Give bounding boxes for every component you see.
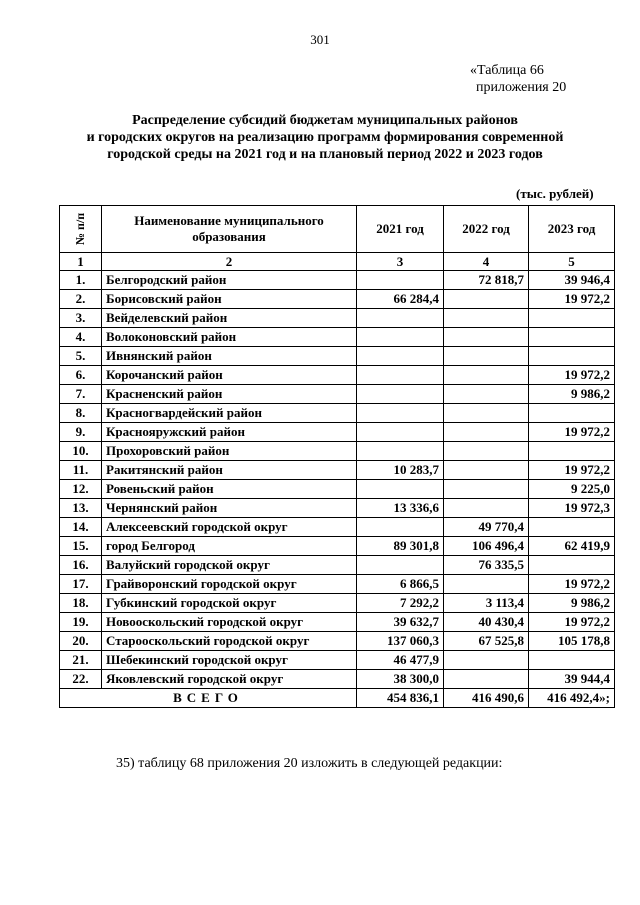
value-2021: [357, 404, 444, 423]
municipality-name: Валуйский городской округ: [102, 556, 357, 575]
table-row: [60, 442, 615, 461]
value-2022: [444, 347, 529, 366]
value-2023: [529, 347, 615, 366]
row-number: 14.: [60, 518, 102, 537]
value-2023: 105 178,8: [529, 632, 615, 651]
value-2021: 46 477,9: [357, 651, 444, 670]
municipality-name: Губкинский городской округ: [102, 594, 357, 613]
value-2022: 67 525,8: [444, 632, 529, 651]
table-row: [60, 594, 615, 613]
value-2023: 19 972,2: [529, 461, 615, 480]
table-row: [60, 461, 615, 480]
municipality-name: Яковлевский городской округ: [102, 670, 357, 689]
header-2021: 2021 год: [357, 206, 444, 253]
header-2023: 2023 год: [529, 206, 615, 253]
value-2023: [529, 442, 615, 461]
municipality-name: Прохоровский район: [102, 442, 357, 461]
table-row: [60, 290, 615, 309]
title-line2: и городских округов на реализацию программ формирования современной: [86, 130, 564, 145]
municipality-name: Старооскольский городской округ: [102, 632, 357, 651]
row-number: 1.: [60, 271, 102, 290]
table-row: [60, 366, 615, 385]
page-number: 301: [310, 32, 330, 47]
value-2022: 106 496,4: [444, 537, 529, 556]
title-line3: городской среды на 2021 год и на плановый период 2022 и 2023 годов: [107, 147, 543, 162]
table-row: [60, 613, 615, 632]
value-2022: [444, 290, 529, 309]
table-row: [60, 309, 615, 328]
value-2022: [444, 670, 529, 689]
value-2022: [444, 385, 529, 404]
value-2022: [444, 651, 529, 670]
title-line1: Распределение субсидий бюджетам муниципальных районов: [132, 113, 518, 128]
value-2021: [357, 271, 444, 290]
row-number: 21.: [60, 651, 102, 670]
header-row: [60, 206, 615, 253]
value-2021: [357, 518, 444, 537]
value-2022: [444, 404, 529, 423]
value-2021: [357, 480, 444, 499]
value-2021: [357, 442, 444, 461]
header-number: № п/п: [60, 206, 102, 253]
row-number: 16.: [60, 556, 102, 575]
value-2022: [444, 480, 529, 499]
municipality-name: Белгородский район: [102, 271, 357, 290]
value-2023: [529, 651, 615, 670]
subsidy-table: [59, 205, 615, 708]
column-numbers-row: [60, 253, 615, 271]
table-body: [60, 271, 615, 689]
value-2021: 66 284,4: [357, 290, 444, 309]
row-number: 18.: [60, 594, 102, 613]
document-title: [60, 112, 590, 163]
value-2023: [529, 518, 615, 537]
value-2022: [444, 442, 529, 461]
header-2022: 2022 год: [444, 206, 529, 253]
column-number: 4: [444, 253, 529, 271]
table-row: [60, 480, 615, 499]
row-number: 9.: [60, 423, 102, 442]
row-number: 6.: [60, 366, 102, 385]
municipality-name: Борисовский район: [102, 290, 357, 309]
municipality-name: Красненский район: [102, 385, 357, 404]
value-2023: 62 419,9: [529, 537, 615, 556]
row-number: 10.: [60, 442, 102, 461]
row-number: 20.: [60, 632, 102, 651]
total-2021: 454 836,1: [357, 689, 444, 708]
value-2021: 89 301,8: [357, 537, 444, 556]
municipality-name: Красногвардейский район: [102, 404, 357, 423]
municipality-name: Ивнянский район: [102, 347, 357, 366]
value-2021: 10 283,7: [357, 461, 444, 480]
value-2023: 9 986,2: [529, 385, 615, 404]
municipality-name: Вейделевский район: [102, 309, 357, 328]
unit-label: (тыс. рублей): [516, 186, 594, 201]
row-number: 19.: [60, 613, 102, 632]
value-2023: 19 972,2: [529, 613, 615, 632]
value-2023: 19 972,2: [529, 366, 615, 385]
value-2021: [357, 328, 444, 347]
value-2022: [444, 309, 529, 328]
row-number: 2.: [60, 290, 102, 309]
total-row: [60, 689, 615, 708]
table-row: [60, 632, 615, 651]
column-number: 2: [102, 253, 357, 271]
value-2021: 6 866,5: [357, 575, 444, 594]
total-2022: 416 490,6: [444, 689, 529, 708]
table-reference-line1: «Таблица 66: [470, 63, 544, 78]
table-row: [60, 575, 615, 594]
value-2021: [357, 423, 444, 442]
value-2023: 9 986,2: [529, 594, 615, 613]
row-number: 22.: [60, 670, 102, 689]
value-2021: [357, 556, 444, 575]
row-number: 12.: [60, 480, 102, 499]
table-row: [60, 385, 615, 404]
value-2023: [529, 328, 615, 347]
value-2022: [444, 328, 529, 347]
value-2023: [529, 404, 615, 423]
table-row: [60, 499, 615, 518]
total-2023: 416 492,4»;: [529, 689, 615, 708]
table-reference: [470, 62, 566, 96]
value-2023: [529, 309, 615, 328]
value-2021: 39 632,7: [357, 613, 444, 632]
value-2022: 72 818,7: [444, 271, 529, 290]
row-number: 4.: [60, 328, 102, 347]
value-2022: 49 770,4: [444, 518, 529, 537]
municipality-name: Новооскольский городской округ: [102, 613, 357, 632]
value-2023: 39 944,4: [529, 670, 615, 689]
row-number: 7.: [60, 385, 102, 404]
amendment-note: 35) таблицу 68 приложения 20 изложить в следующей редакции:: [116, 756, 503, 771]
table-row: [60, 271, 615, 290]
municipality-name: Чернянский район: [102, 499, 357, 518]
value-2021: [357, 347, 444, 366]
value-2021: [357, 366, 444, 385]
value-2022: 3 113,4: [444, 594, 529, 613]
value-2021: 7 292,2: [357, 594, 444, 613]
municipality-name: Краснояружский район: [102, 423, 357, 442]
value-2021: 13 336,6: [357, 499, 444, 518]
table-row: [60, 537, 615, 556]
table-row: [60, 404, 615, 423]
municipality-name: Волоконовский район: [102, 328, 357, 347]
municipality-name: Корочанский район: [102, 366, 357, 385]
column-number: 3: [357, 253, 444, 271]
value-2021: 38 300,0: [357, 670, 444, 689]
row-number: 15.: [60, 537, 102, 556]
value-2022: [444, 499, 529, 518]
header-name: Наименование муниципального образования: [102, 206, 357, 253]
value-2023: 19 972,3: [529, 499, 615, 518]
table-row: [60, 518, 615, 537]
municipality-name: Алексеевский городской округ: [102, 518, 357, 537]
row-number: 11.: [60, 461, 102, 480]
value-2023: 19 972,2: [529, 423, 615, 442]
value-2022: [444, 575, 529, 594]
table-row: [60, 328, 615, 347]
table-row: [60, 347, 615, 366]
row-number: 5.: [60, 347, 102, 366]
row-number: 3.: [60, 309, 102, 328]
table-row: [60, 670, 615, 689]
row-number: 8.: [60, 404, 102, 423]
value-2021: 137 060,3: [357, 632, 444, 651]
value-2022: [444, 366, 529, 385]
value-2022: 76 335,5: [444, 556, 529, 575]
table-row: [60, 651, 615, 670]
municipality-name: Ракитянский район: [102, 461, 357, 480]
value-2021: [357, 385, 444, 404]
value-2022: [444, 461, 529, 480]
column-number: 5: [529, 253, 615, 271]
row-number: 17.: [60, 575, 102, 594]
value-2023: 39 946,4: [529, 271, 615, 290]
value-2023: 19 972,2: [529, 575, 615, 594]
municipality-name: Шебекинский городской округ: [102, 651, 357, 670]
row-number: 13.: [60, 499, 102, 518]
municipality-name: город Белгород: [102, 537, 357, 556]
municipality-name: Грайворонский городской округ: [102, 575, 357, 594]
value-2022: 40 430,4: [444, 613, 529, 632]
value-2022: [444, 423, 529, 442]
table-row: [60, 556, 615, 575]
value-2023: 9 225,0: [529, 480, 615, 499]
value-2023: 19 972,2: [529, 290, 615, 309]
value-2021: [357, 309, 444, 328]
municipality-name: Ровеньский район: [102, 480, 357, 499]
total-label: ВСЕГО: [60, 689, 357, 708]
table-row: [60, 423, 615, 442]
value-2023: [529, 556, 615, 575]
table-reference-line2: приложения 20: [476, 80, 567, 95]
column-number: 1: [60, 253, 102, 271]
